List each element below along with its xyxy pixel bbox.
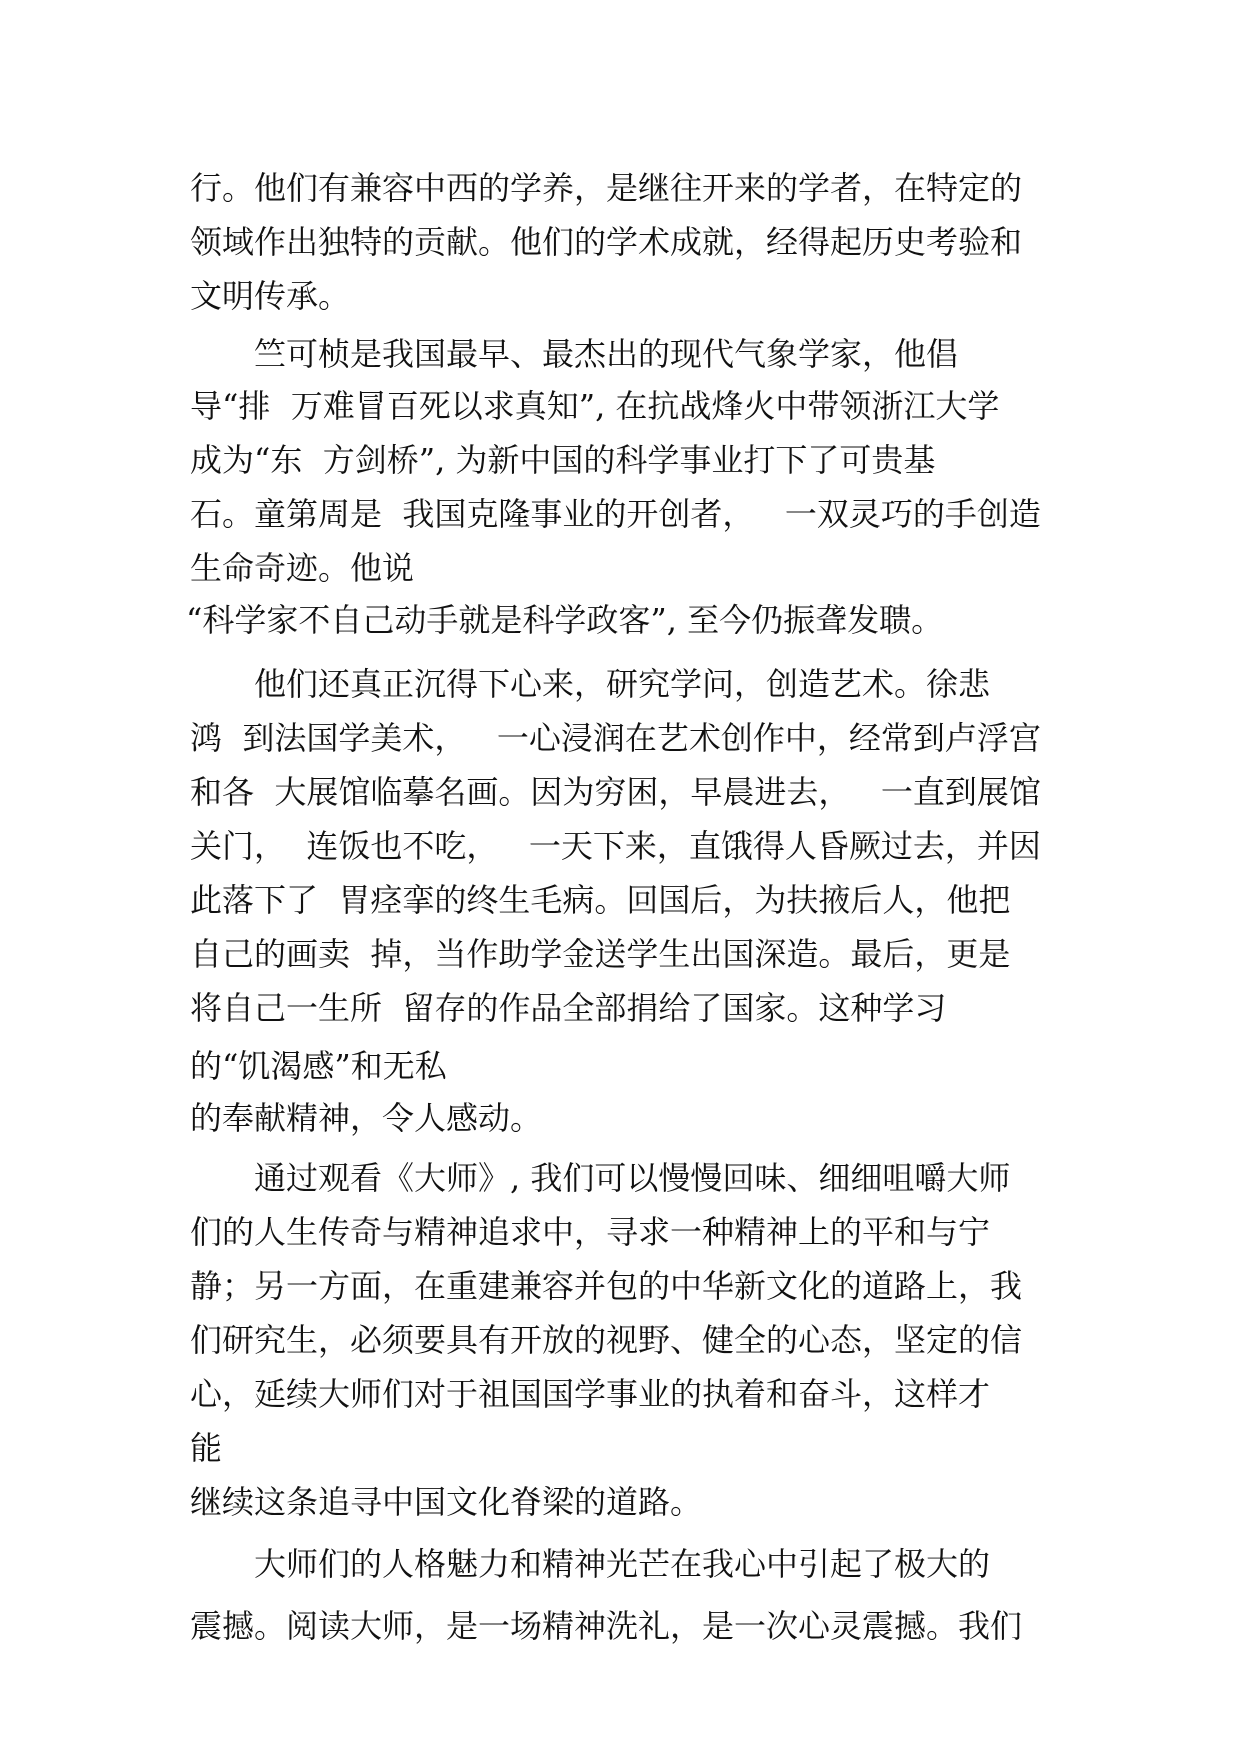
text-line: 继续这条追寻中国文化脊梁的道路。 <box>190 1483 703 1521</box>
text-line: 自己的画卖 掉，当作助学金送学生出国深造。最后，更是 <box>190 935 1011 973</box>
text-line: 的奉献精神，令人感动。 <box>190 1099 543 1137</box>
text-line: 大师们的人格魅力和精神光芒在我心中引起了极大的 <box>190 1545 991 1583</box>
text-line: 们的人生传奇与精神追求中，寻求一种精神上的平和与宁 <box>190 1213 991 1251</box>
text-line: 他们还真正沉得下心来，研究学问，创造艺术。徐悲 <box>190 665 991 703</box>
text-line: 石。童第周是 我国克隆事业的开创者， 一双灵巧的手创造 <box>190 495 1041 533</box>
text-line: 领域作出独特的贡献。他们的学术成就，经得起历史考验和 <box>190 223 1023 261</box>
text-line: 震撼。阅读大师，是一场精神洗礼，是一次心灵震撼。我们 <box>190 1607 1023 1645</box>
text-line: 竺可桢是我国最早、最杰出的现代气象学家，他倡 <box>190 335 959 373</box>
text-line: 导“排 万难冒百死以求真知”, 在抗战烽火中带领浙江大学 <box>190 387 1000 425</box>
text-line: 文明传承。 <box>190 277 351 315</box>
text-line: 通过观看《大师》, 我们可以慢慢回味、细细咀嚼大师 <box>190 1159 1011 1197</box>
text-line: 关门， 连饭也不吃， 一天下来，直饿得人昏厥过去，并因 <box>190 827 1041 865</box>
text-line: 将自己一生所 留存的作品全部捐给了国家。这种学习 <box>190 989 947 1027</box>
text-line: “科学家不自己动手就是科学政客”, 至今仍振聋发聩。 <box>186 601 944 639</box>
text-line: 成为“东 方剑桥”, 为新中国的科学事业打下了可贵基 <box>190 441 936 479</box>
text-line: 行。他们有兼容中西的学养，是继往开来的学者，在特定的 <box>190 169 1023 207</box>
text-line: 能 <box>190 1429 223 1467</box>
text-line: 的“饥渴感”和无私 <box>190 1047 447 1085</box>
text-line: 们研究生，必须要具有开放的视野、健全的心态，坚定的信 <box>190 1321 1023 1359</box>
text-line: 此落下了 胃痉挛的终生毛病。回国后，为扶掖后人，他把 <box>190 881 1011 919</box>
text-line: 心，延续大师们对于祖国国学事业的执着和奋斗，这样才 <box>190 1375 991 1413</box>
text-line: 鸿 到法国学美术， 一心浸润在艺术创作中，经常到卢浮宫 <box>190 719 1041 757</box>
text-line: 生命奇迹。他说 <box>190 549 415 587</box>
text-line: 和各 大展馆临摹名画。因为穷困，早晨进去， 一直到展馆 <box>190 773 1041 811</box>
text-line: 静；另一方面，在重建兼容并包的中华新文化的道路上，我 <box>190 1267 1023 1305</box>
